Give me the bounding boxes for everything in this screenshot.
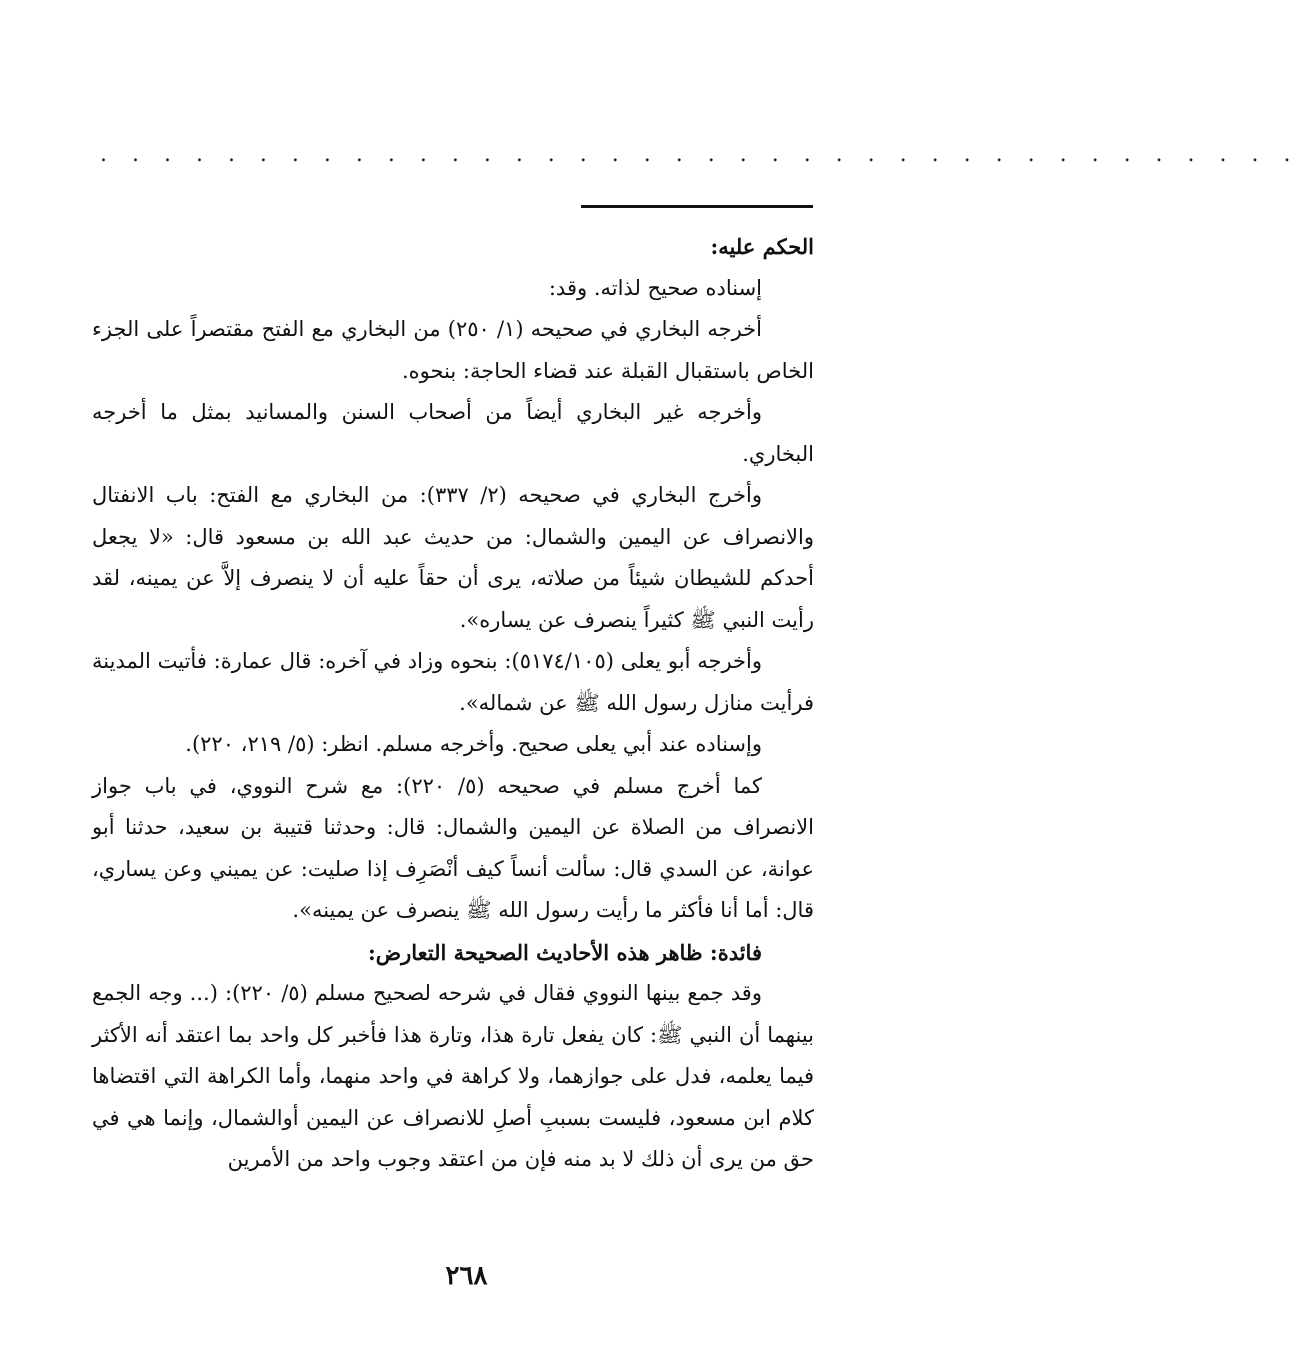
paragraph-faida: فائدة: ظاهر هذه الأحاديث الصحيحة التعارض: [367,939,762,965]
paragraph-muslim: كما أخرج مسلم في صحيحه (٥/ ٢٢٠): مع شرح النووي، في باب جواز الانصراف من الصلاة عن اليمين والشمال: قال: وحدثنا قتيبة بن سعيد، حدثنا أبو عوانة، عن السدي قال: سألت أنساً كيف أنْصَرِف إذا صليت: عن يميني وعن يساري، قال: أما أنا فأكثر ما رأيت رسول الله ﷺ ينصرف عن يمينه». [92,773,814,922]
paragraph-abu-yala: وأخرجه أبو يعلى (٥١٧٤/١٠٥): بنحوه وزاد في آخره: قال عمارة: فأتيت المدينة فرأيت منازل رسول الله ﷺ عن شماله». [92,649,814,715]
section-rule [581,205,813,208]
page-body [92,226,814,1181]
paragraph-isnad-abu-yala: وإسناده عند أبي يعلى صحيح. وأخرجه مسلم. انظر: (٥/ ٢١٩، ٢٢٠). [185,732,762,756]
paragraph-nawawi: وقد جمع بينها النووي فقال في شرحه لصحيح مسلم (٥/ ٢٢٠): (... وجه الجمع بينهما أن النبي ﷺ: كان يفعل تارة هذا، وتارة هذا فأخبر كل واحد بما اعتقد أنه الأكثر فيما يعلمه، فدل على جوازهما، ولا كراهة في واحد منهما، وأما الكراهة التي اقتضاها كلام ابن مسعود، فليست بسببِ أصلِ للانصراف عن اليمين أوالشمال، وإنما هي في حق من يرى أن ذلك لا بد منه فإن من اعتقد وجوب واحد من الأمرين [92,981,814,1171]
paragraph-isnad: إسناده صحيح لذاته. وقد: [548,275,762,300]
section-heading: الحكم عليه: [710,234,814,259]
dotted-separator: . . . . . . . . . . . . . . . . . . . . . . . . . . . . . . . . . . . . . . [100,142,1300,167]
page-number: ٢٦٨ [445,1261,488,1291]
paragraph-bukhari-1: أخرجه البخاري في صحيحه (١/ ٢٥٠) من البخاري مع الفتح مقتصراً على الجزء الخاص باستقبال القبلة عند قضاء الحاجة: بنحوه. [92,317,814,383]
paragraph-others: وأخرجه غير البخاري أيضاً من أصحاب السنن والمسانيد بمثل ما أخرجه البخاري. [92,400,814,466]
paragraph-bukhari-2: وأخرج البخاري في صحيحه (٢/ ٣٣٧): من البخاري مع الفتح: باب الانفتال والانصراف عن اليمين والشمال: من حديث عبد الله بن مسعود قال: «لا يجعل أحدكم للشيطان شيئاً من صلاته، يرى أن حقاً عليه أن لا ينصرف إلاَّ عن يمينه، لقد رأيت النبي ﷺ كثيراً ينصرف عن يساره». [92,483,814,632]
